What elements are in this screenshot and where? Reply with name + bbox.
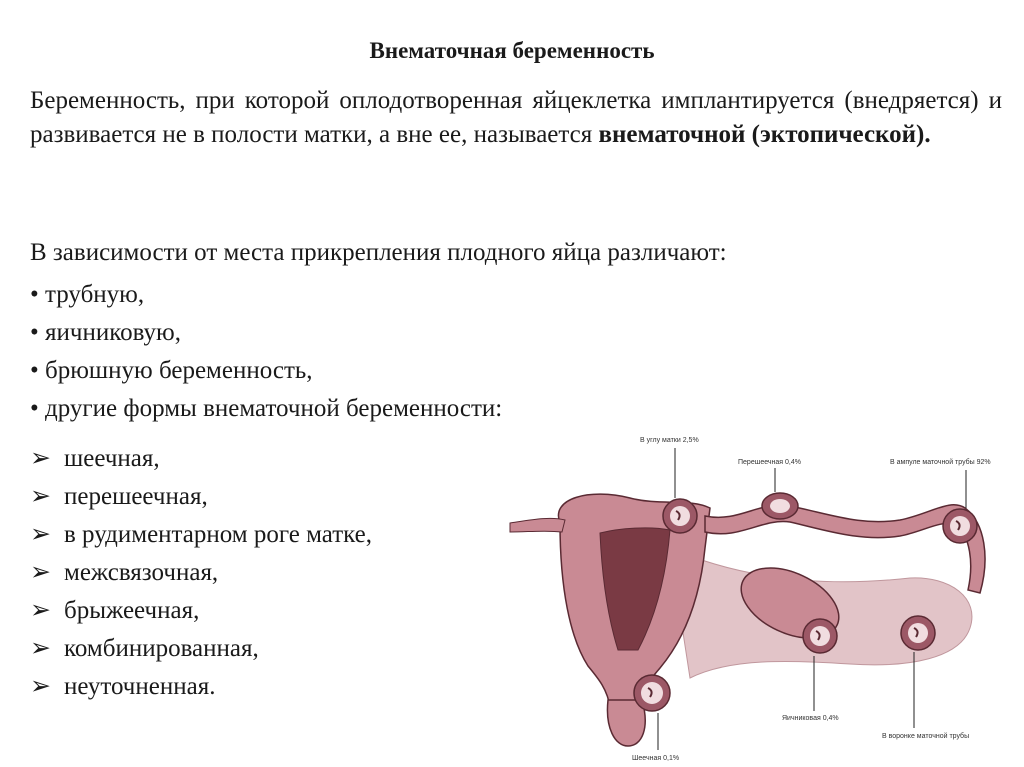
list-item xyxy=(30,554,372,592)
bullet-marker: • xyxy=(30,395,39,422)
list-item xyxy=(30,352,502,390)
sub-list xyxy=(30,440,372,706)
slide-title: Внематочная беременность xyxy=(369,38,655,63)
intro-text: Беременность, при которой оплодотворенная яйцеклетка имплантируется (внедряется) и развивается не в полости матки, а вне ее, называется xyxy=(30,87,1002,148)
sub-text: брыжеечная, xyxy=(64,597,200,624)
left-tube xyxy=(510,518,565,532)
arrow-bullet-icon: ➢ xyxy=(30,597,51,624)
sac-uterine-angle xyxy=(663,499,697,533)
list-item xyxy=(30,390,502,428)
list-item xyxy=(30,314,502,352)
sub-text: комбинированная, xyxy=(64,635,259,662)
sac-infundibulum xyxy=(901,616,935,650)
list-item xyxy=(30,440,372,478)
sub-text: неуточненная. xyxy=(64,673,216,700)
bullet-marker: • xyxy=(30,319,39,346)
caption-ampulla: В ампуле маточной трубы 92% xyxy=(890,459,991,466)
bullet-text: яичниковую, xyxy=(45,319,181,346)
arrow-bullet-icon: ➢ xyxy=(30,559,51,586)
classification-lead: В зависимости от места прикрепления плодного яйца различают: xyxy=(30,239,727,266)
list-item xyxy=(30,276,502,314)
ectopic-pregnancy-illustration xyxy=(490,428,1010,764)
list-item xyxy=(30,478,372,516)
bullet-marker: • xyxy=(30,281,39,308)
bullet-text: другие формы внематочной беременности: xyxy=(45,395,503,422)
arrow-bullet-icon: ➢ xyxy=(30,521,51,548)
sac-ampulla xyxy=(943,509,977,543)
caption-infundibulum: В воронке маточной трубы xyxy=(882,733,970,740)
caption-ovarian: Яичниковая 0,4% xyxy=(782,715,839,722)
sub-text: перешеечная, xyxy=(64,483,208,510)
bullet-marker: • xyxy=(30,357,39,384)
sac-cervical xyxy=(634,675,670,711)
arrow-bullet-icon: ➢ xyxy=(30,445,51,472)
sub-text: шеечная, xyxy=(64,445,160,472)
arrow-bullet-icon: ➢ xyxy=(30,673,51,700)
intro-paragraph xyxy=(30,84,1002,152)
list-item xyxy=(30,516,372,554)
list-item xyxy=(30,668,372,706)
list-item xyxy=(30,592,372,630)
arrow-bullet-icon: ➢ xyxy=(30,483,51,510)
bullet-text: трубную, xyxy=(45,281,145,308)
bullet-list xyxy=(30,276,502,428)
arrow-bullet-icon: ➢ xyxy=(30,635,51,662)
caption-uterine-angle: В углу матки 2,5% xyxy=(640,437,699,444)
bullet-text: брюшную беременность, xyxy=(45,357,313,384)
caption-cervical: Шеечная 0,1% xyxy=(632,755,680,762)
sub-text: в рудиментарном роге матке, xyxy=(64,521,373,548)
sac-isthmic xyxy=(762,493,798,519)
sac-ovarian xyxy=(803,619,837,653)
caption-isthmic: Перешеечная 0,4% xyxy=(738,459,801,466)
sub-text: межсвязочная, xyxy=(64,559,219,586)
intro-bold-term: внематочной (эктопической). xyxy=(598,121,931,148)
list-item xyxy=(30,630,372,668)
